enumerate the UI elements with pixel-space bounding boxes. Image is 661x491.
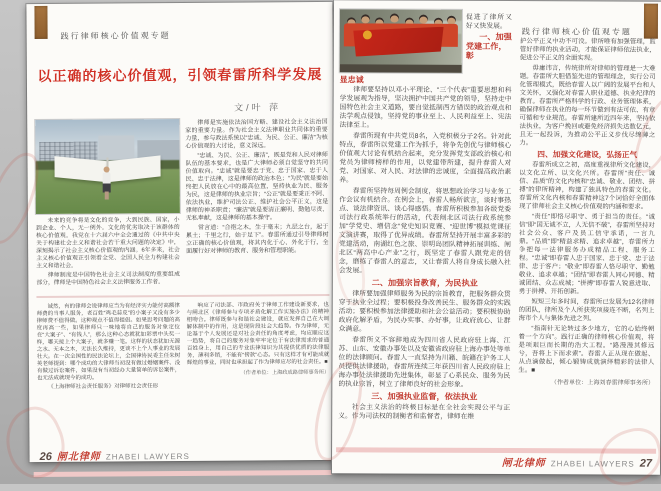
- footer-left: [40, 447, 190, 463]
- right-page: [332, 0, 661, 474]
- photo-side-column: [466, 13, 512, 75]
- corner-block-right: [644, 4, 658, 39]
- article-title: 以正确的核心价值观，引领春雷所科学发展: [37, 66, 323, 84]
- paragraph: 响应了司法部、市政府关于律师工作建设新要求，也与闸北区《律师参与专项矛盾化解工作实施办法》的精神相吻合。律师既参与和谐社会建设，就应发挥自己在大调解体制中的作用，这是现阶段社会大趋势。作为律师，无论基于个人发展还是对社会责任的角度考虑，均应顺应这一趋势，将自己的服务对象牢牢定位于有法律需求的普通百姓身上，用自己的专业法律知识为其提供优质的法律服务，薄利多销，不能有“傍款”心态。只有这样才有可能成就辉煌的事业，同时也承担起了作为律师应尽的社会责任。■: [186, 301, 330, 366]
- left-page: [26, 2, 335, 462]
- page-number: 26: [39, 450, 52, 463]
- paragraph: 未来的竞争将是文化的竞争，大到民族、国家，小到企业、个人，无一例外。文化的优劣取决于该群体的核心价值观。我党在十六届六中全会通过的《中共中央关于构建社会主义和谐社会若干重大问题的决定》中，深刻揭示了社会主义核心价值观的内涵。6年多来，社会主义核心价值观正引领着全党、全国人民全力构建社会主义和谐社会。: [35, 216, 180, 270]
- paragraph: 毋庸讳言，传统律所对律师的管理是一大难题。春雷所大胆借鉴先进的管理理念，实行公司化管理模式，既给春雷人以广阔的发展平台和人文关怀，又强化对春雷人职业道德、执业纪律的教育。春雷所严格科学的行政、业务管理体系，确保律师在执业的每一环节做到有法可依、有章可循和专业规范。春雷所建所近四年来，坚持依法执业，为客户挽回或避免经济损失达数亿元，且无一起投诉，为推动公平正义步伐尽绵薄之力。: [519, 64, 656, 147]
- section-divider: [36, 294, 329, 298]
- paragraph: 常言道：“合抱之木，生于毫末；九层之台，起于累土；千里之行，始于足下”。春雷所通过引导律师树立正确的核心价值观，将其内化于心、外化于行，全面履行好对律师的教育、服务和管理职能。: [186, 223, 329, 255]
- paragraph: 春雷所现有中共党员8名，入党积极分子2名。针对此特点，春雷所以党建工作为抓手，将争先创优与律师核心价值观大讨论有机结合起来，充分发挥党支部政治核心和党员为律师榜样的作用，以党建带所建，提升春雷人对党、对国家、对人民、对法律的忠诚度，全面提高政治素养。: [339, 132, 512, 184]
- magazine-logo-en: ZHABEI LAWYERS: [550, 459, 635, 469]
- group-photo: [340, 9, 462, 73]
- group-member-head: [390, 14, 399, 23]
- open-book-sculpture-left: [54, 157, 107, 183]
- paragraph: 社会主义法治的终极目标是在全社会实现公平与正义。作为司法权的制衡者和监督者，律师在维: [338, 403, 511, 421]
- paragraph: 护公平正义中功不可没。律所唯有加强管理，监管好律师的执业活动，才能保证律师依法执业，促进公平正义的全面实现。: [519, 37, 656, 62]
- campus-photo: [35, 119, 180, 214]
- magazine-logo-en: ZHABEI LAWYERS: [105, 451, 190, 462]
- paragraph: 促进了律所又好又快发展。: [465, 13, 512, 31]
- byline: 文/叶 萍: [234, 102, 282, 113]
- paragraph: 春雷所成立之初，高度重视律所文化建设，以文化立所、以文化兴所。春雷所“责任、诚信、品质”的文化内核和“忠诚、敬业、团结、拼搏”的律所精神，构建了独具特色的春雷文化。春雷所文化内核和春雷精神这7个词恰好全面体现了律师社会主义核心价值观的内涵和要求。: [519, 161, 656, 211]
- left-col2-top: [185, 118, 329, 292]
- person-figure-legs: [105, 192, 109, 200]
- paragraph: 春雷所义不容辞地成为四川省人民政府驻上海、江苏、山东、安徽办事处以及安徽省政府驻上海办事处等单位的法律顾问。春雷人一直坚持为川籍、皖籍在沪务工人员提供法律援助，春雷所连续三年获四川省人民政府驻上海办事处法律援助先进集体，彰显了心系民众、服务为民的执业宗旨，树立了律师良好的社会形象。: [338, 336, 511, 389]
- paragraph: “责任”即恪尽职守、勇于担当的责任。“诚信”即“国无诚不立，人无信不破”，春雷所坚持对社会公众、客户及员工信守承诺，一言九鼎。“品质”即“精益求精、追求卓越”，春雷所力争把每一法律服务办成精品工程、服务工程。“忠诚”即春雷人忠于国家、忠于党、忠于法律、忠于客户；“敬业”即春雷人恪尽职守、勤勉敬业、追求卓越；“团结”即春雷人同心同德、精诚团结、众志成城；“拼搏”即春雷人锐意进取、勇于拼搏、开拓创新。: [518, 213, 655, 296]
- paragraph: 律师制度是中国特色社会主义司法制度的重要组成部分，律师是中国特色社会主义法律服务工作者。: [36, 271, 180, 287]
- paragraph: “忠诚、为民、公正、廉洁”，既是党和人民对律师队伍的基本要求，也是广大律师必须自觉坚守的共同价值取向。“忠诚”就是要忠于党、忠于国家、忠于人民、忠于法律，这是律师的政治本色；“为民”就是要始终把人民放在心中的最高位置，坚持执业为民、服务为民，这是律师的执业宗旨；“公正”就是要秉正不阿、依法执业，维护司法公正、维护社会公平正义，这是律师的神圣职责；“廉洁”就是要清正廉明、勤勉尽责、无私奉献，这是律师的基本操守。: [185, 151, 329, 222]
- author-credit: （作者单位：上海刘春雷律师事务所）: [550, 378, 655, 387]
- section-heading-4: 四、加强文化建设，弘扬正气: [537, 149, 638, 160]
- topic-header-right: 践行律师核心价值观专题: [521, 27, 632, 37]
- left-col1-bottom: [36, 302, 181, 419]
- paragraph: 春雷所坚持每周例会制度，将思想政治学习与业务工作会议有机结合。在例会上，春雷人畅所欲言，谈时事热点、谈法律资讯、谈心得感悟。春雷所积极参加各级党委司法行政系统举行的活动，代表闸北区司法行政系统参加“学党史、增信念”党史知识竞赛、“迎世博”模拟党课征文演讲赛，取得了优异成绩。春雷所坚持开展丰富多彩的党建活动，南湖红色之旅、崇明岛团队精神拓展训练、闸北区“两高中心产业”之行，既坚定了春雷人跟党走的信念，磨练了春雷人的意志，又让春雷人将自身成长融入社会发展。: [338, 187, 512, 275]
- paragraph: 短短三年多时间，春雷所已发展为12名律师的团队，律所及个人所获奖项接连不断，名列上海市个人与集体先进之列。: [518, 298, 655, 323]
- paragraph: 律师是实施依法治国方略、建设社会主义法治国家的重要力量。作为社会主义法律职业共同体的重要力量，参与政法系统以“忠诚、为民、公正、廉洁”为核心价值观的大讨论，意义深远。: [185, 118, 328, 150]
- footer-band: [34, 470, 332, 477]
- magazine-logo-cn: 闸北律师: [501, 458, 546, 470]
- person-figure-body: [103, 172, 111, 184]
- group-member-head: [361, 14, 370, 23]
- open-book-sculpture-right: [108, 156, 161, 183]
- right-col1: [338, 85, 512, 444]
- magazine-logo-cn: 闸北律师: [56, 451, 101, 463]
- topic-header-left: 践行律师核心价值观专题: [60, 31, 171, 41]
- paragraph: 诚然，有的律师会说律师应当为有经济实力能付高额律师费的当事人服务，老百姓“鸡毛蒜皮”的小案子又没有多少律师费不值得做。这种观点不值得提倡。如果思考问题的高度再高一些，如果律师只一味地将自己的服务对象定位在“大案子”、“有钱人”，那么这种心态就犹如彩票中头奖一样，哪天接上个大案子，就多赚一笔。这样的状态犹如无源之水、无本之木，无法长久维持，更谈不上个人事业的发展壮大。在一次全国性的民法论坛上，全国律协民委主任朱树英老师提到：哪个成功的大律师当初没有做过婚姻案件、没有做过诉讼案件，如果没有当初经办大量简单的诉讼案件，也无法成就现今的成功。: [36, 302, 181, 382]
- left-col2-bottom: [186, 301, 330, 418]
- section-heading-1-part2: 党建工作，彰: [465, 41, 507, 61]
- corner-block-left: [34, 6, 47, 39]
- paragraph: 《上海律师社会责任服务》对律师社会责任形: [48, 383, 159, 390]
- ground: [340, 65, 462, 73]
- section-heading-2: 二、加强宗旨教育，为民执业: [371, 277, 478, 288]
- section-heading-3: 三、加强执业监督，依法执业: [371, 391, 478, 402]
- right-col2: [518, 37, 656, 446]
- section-heading-1-part1: 一、加强: [479, 31, 512, 42]
- footer-band: [336, 447, 656, 453]
- section-heading-1-part3: 显忠诚: [339, 75, 364, 85]
- paragraph: “指南针无论转过多少地方，它的心始终朝着一个方向”。践行正确的律师核心价值观，将是项艰巨而长期的浩大工程。“路漫漫其修远兮，吾将上下而求索”。春雷人正从现在做起、从点滴做起，倾心锻铸成就演绎精彩的法律人生。■: [518, 325, 655, 374]
- paragraph: 律所要加强律师服务为民的宗旨教育，把服务群众贯穿于执业全过程；要积极投身改善民生、服务群众的实践活动；要积极参加法律援助和社会公益活动；要积极协助政府化解矛盾，为民办实事、办好事，让政府放心、让群众满意。: [338, 290, 511, 333]
- left-col1-top: [36, 216, 181, 293]
- footer-right: [502, 454, 652, 470]
- paragraph: 律师要坚持以邓小平理论、“三个代表”重要思想和科学发展观为指导，坚决拥护中国共产党的领导，坚持走中国特色社会主义道路，要自觉抵制西方错误的政治观点和法学观点侵蚀，坚持党的事业至上、人民利益至上、宪法法律至上。: [339, 86, 512, 129]
- author-credit: （作者单位：上海政成路律师事务所）: [240, 369, 330, 376]
- page-number: 27: [639, 457, 653, 470]
